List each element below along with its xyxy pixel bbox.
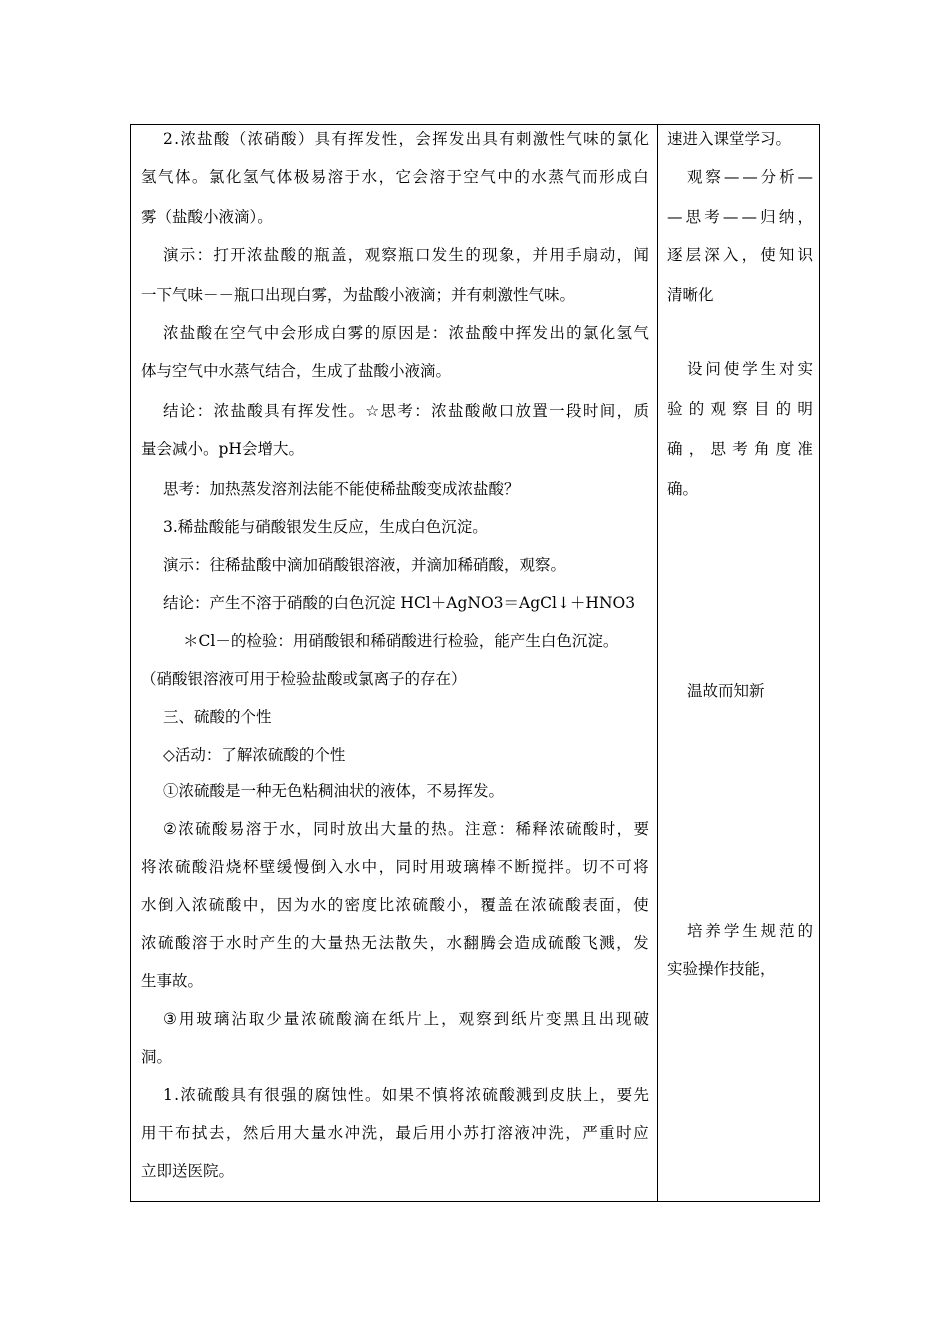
- main-text-line: 立即送医院。: [141, 1162, 235, 1180]
- main-text-line: 浓 盐 酸 在 空 气 中 会 形 成 白 雾 的 原 因 是 ： 浓 盐 酸 中 挥 发 出 的 氯 化 氢 气: [163, 324, 649, 342]
- main-text-line: 结 论 ： 浓 盐 酸 具 有 挥 发 性 。 ☆ 思 考 ： 浓 盐 酸 敞 口 放 置 一 段 时 间 ， 质: [163, 402, 649, 420]
- column-divider: [657, 125, 658, 1201]
- main-text-line: 氢 气 体 。 氯 化 氢 气 体 极 易 溶 于 水 ， 它 会 溶 于 空 气 中 的 水 蒸 气 而 形 成 白: [141, 168, 649, 186]
- main-text-line: 雾（盐酸小液滴）。: [141, 208, 273, 226]
- note-text-line: 逐 层 深 入 ， 使 知 识: [667, 246, 813, 264]
- main-text-line: 量会减小。pH会增大。: [141, 440, 304, 458]
- main-text-line: 三、硫酸的个性: [163, 708, 272, 726]
- note-text-line: 设 问 使 学 生 对 实: [687, 360, 813, 378]
- note-text-line: — 思 考 — — 归 纳 ，: [667, 208, 813, 226]
- main-text-line: 1 . 浓 硫 酸 具 有 很 强 的 腐 蚀 性 。 如 果 不 慎 将 浓 硫 酸 溅 到 皮 肤 上 ， 要 先: [163, 1086, 649, 1104]
- main-text-line: 浓 硫 酸 溶 于 水 时 产 生 的 大 量 热 无 法 散 失 ， 水 翻 腾 会 造 成 硫 酸 飞 溅 ， 发: [141, 934, 649, 952]
- main-text-line: ＊Cl－的检验：用硝酸银和稀硝酸进行检验，能产生白色沉淀。: [183, 632, 619, 650]
- note-text-line: 确。: [667, 480, 699, 498]
- main-text-line: 3.稀盐酸能与硝酸银发生反应，生成白色沉淀。: [163, 518, 488, 536]
- main-text-line: 演 示 ： 打 开 浓 盐 酸 的 瓶 盖 ， 观 察 瓶 口 发 生 的 现 象 ， 并 用 手 扇 动 ， 闻: [163, 246, 649, 264]
- main-text-line: 洞。: [141, 1048, 173, 1066]
- main-text-line: （硝酸银溶液可用于检验盐酸或氯离子的存在）: [141, 670, 467, 688]
- main-text-line: 2 . 浓 盐 酸 （ 浓 硝 酸 ） 具 有 挥 发 性 ， 会 挥 发 出 具 有 刺 激 性 气 味 的 氯 化: [163, 130, 649, 148]
- note-text-line: 实验操作技能，: [667, 960, 776, 978]
- note-text-line: 确 ， 思 考 角 度 准: [667, 440, 813, 458]
- note-text-line: 培 养 学 生 规 范 的: [687, 922, 813, 940]
- main-text-line: ①浓硫酸是一种无色粘稠油状的液体，不易挥发。: [163, 782, 505, 800]
- main-text-line: 生事故。: [141, 972, 204, 990]
- note-text-line: 温故而知新: [687, 682, 765, 700]
- main-text-line: ③ 用 玻 璃 沾 取 少 量 浓 硫 酸 滴 在 纸 片 上 ， 观 察 到 纸 片 变 黑 且 出 现 破: [163, 1010, 649, 1028]
- main-text-line: 结论：产生不溶于硝酸的白色沉淀 HCl＋AgNO3＝AgCl↓＋HNO3: [163, 594, 636, 612]
- main-text-line: 用 干 布 拭 去 ， 然 后 用 大 量 水 冲 洗 ， 最 后 用 小 苏 打 溶 液 冲 洗 ， 严 重 时 应: [141, 1124, 649, 1142]
- main-text-line: ◇活动：了解浓硫酸的个性: [163, 746, 346, 764]
- main-text-line: 体与空气中水蒸气结合，生成了盐酸小液滴。: [141, 362, 452, 380]
- note-text-line: 验 的 观 察 目 的 明: [667, 400, 813, 418]
- main-text-line: 将 浓 硫 酸 沿 烧 杯 壁 缓 慢 倒 入 水 中 ， 同 时 用 玻 璃 棒 不 断 搅 拌 。 切 不 可 将: [141, 858, 649, 876]
- lesson-table: [130, 124, 820, 1202]
- main-text-line: 演示：往稀盐酸中滴加硝酸银溶液，并滴加稀硝酸，观察。: [163, 556, 567, 574]
- note-text-line: 观 察 — — 分 析 —: [687, 168, 813, 186]
- note-text-line: 清晰化: [667, 286, 714, 304]
- main-text-line: ② 浓 硫 酸 易 溶 于 水 ， 同 时 放 出 大 量 的 热 。 注 意 ： 稀 释 浓 硫 酸 时 ， 要: [163, 820, 649, 838]
- main-text-line: 思考：加热蒸发溶剂法能不能使稀盐酸变成浓盐酸？: [163, 480, 520, 498]
- note-text-line: 速进入课堂学习。: [667, 130, 792, 148]
- main-text-line: 一下气味－－瓶口出现白雾，为盐酸小液滴；并有刺激性气味。: [141, 286, 576, 304]
- main-text-line: 水 倒 入 浓 硫 酸 中 ， 因 为 水 的 密 度 比 浓 硫 酸 小 ， 覆 盖 在 浓 硫 酸 表 面 ， 使: [141, 896, 649, 914]
